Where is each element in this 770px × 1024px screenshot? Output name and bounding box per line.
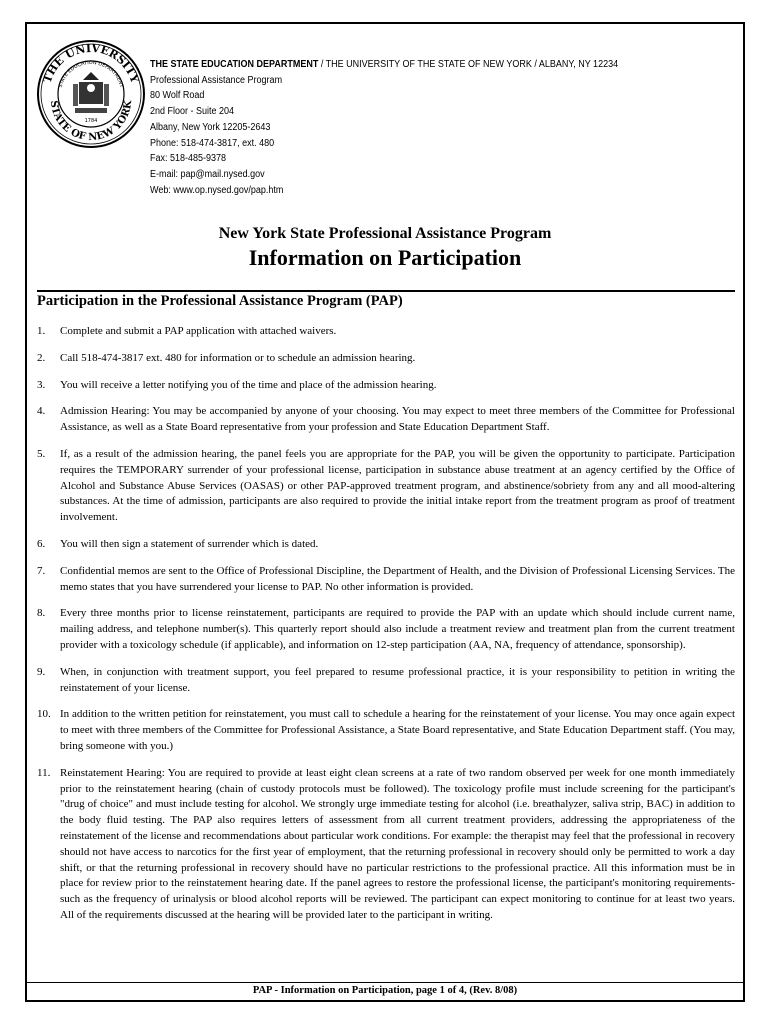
list-item	[37, 378, 735, 394]
street-address: 80 Wolf Road	[150, 90, 205, 102]
item-number: 2.	[37, 351, 46, 364]
program-name: Professional Assistance Program	[150, 74, 283, 86]
letterhead	[150, 57, 618, 198]
letterhead-header	[150, 57, 618, 73]
email: E-mail: pap@mail.nysed.gov	[150, 168, 265, 180]
list-item	[37, 447, 735, 526]
svg-text:STATE EDUCATION DEPARTMENT: STATE EDUCATION DEPARTMENT	[57, 59, 125, 89]
list-item	[37, 324, 735, 340]
item-number: 3.	[37, 378, 46, 391]
document-title: Information on Participation	[248, 245, 522, 270]
item-text: Reinstatement Hearing: You are required to provide at least eight clean screens at a rate of two random observed per week for one month immediately prior to the reinstatement hearing (chain of custody protocols must be followed). The toxicology profile must include screening for the participant's "drug of choice" and must include testing for alcohol. We strongly urge immediate testing for alcohol (i.e. breathalyzer, saliva strip, BAC) in addition to the body fluid testing. The PAP also requires letters of assessment from all current treatment providers, addressing the appropriateness of the reinstatement of the license and recommendations about particular work conditions. For example: the therapist may feel that the professional in recovery should not have access to narcotics for the first year of employment, that the returning professional in recovery should only be permitted to work a day shift, or that the returning professional in recovery should have no particular restrictions to the professional practice. All this information must be in place for review prior to the reinstatement hearing date. If the panel agrees to restore the professional license, the participant's monitoring requirements- such as the frequency of urinalysis or blood alcohol reports will be reviewed. The participant can expect monitoring to continue for at least two years. All of the requirements discussed at the hearing will be provided later to the participant in writing.	[60, 766, 735, 921]
document-subtitle: New York State Professional Assistance Program	[218, 225, 552, 242]
list-item	[37, 606, 735, 653]
item-text: In addition to the written petition for reinstatement, you must call to schedule a hearing for the reinstatement of your license. You may once again expect to meet with three members of the Committee for Professional Assistance, a State Board representative, and State Education Department staff. (You may, bring someone with you.)	[60, 708, 735, 752]
item-text: Admission Hearing: You may be accompanied by anyone of your choosing. You may expect to meet three members of the Committee for Professional Assistance, as well as a State Board representative from your profession and State Education Department Staff.	[60, 405, 735, 434]
item-text: If, as a result of the admission hearing, the panel feels you are appropriate for the PAP, you will be given the opportunity to participate. Participation requires the TEMPORARY surrender of your professional license, participation in substance abuse treatment at an agency certified by the Office of Alcohol and Substance Abuse Services (OASAS) or other PAP-approved treatment program, and abstinence/sobriety from any and all mood-altering substances. At the time of admission, participants are also required to provide the initial intake report from the treatment program as proof of treatment involvement.	[60, 447, 735, 524]
page-footer: PAP - Information on Participation, page 1 of 4, (Rev. 8/08)	[252, 985, 518, 996]
item-text: Complete and submit a PAP application with attached waivers.	[60, 325, 337, 337]
state-seal-logo	[35, 38, 147, 150]
svg-text:1784: 1784	[84, 118, 98, 124]
footer-rule	[25, 982, 745, 983]
phone: Phone: 518-474-3817, ext. 480	[150, 137, 275, 149]
list-item	[37, 537, 735, 553]
item-number: 7.	[37, 564, 46, 577]
item-text: Confidential memos are sent to the Office of Professional Discipline, the Department of Health, and the Division of Professional Licensing Services. The memo states that you have surrendered your license to PAP. No other information is provided.	[60, 564, 735, 593]
website: Web: www.op.nysed.gov/pap.htm	[150, 184, 284, 196]
list-item	[37, 665, 735, 697]
item-text: Every three months prior to license reinstatement, participants are required to provide the PAP with an update which should include current name, mailing address, and telephone number(s). This quarterly report should also include a treatment review and treatment plan from the current treatment provider with a toxicology schedule (if applicable), and information on 12-step participation (AA, NA, frequency of attendance, sponsorship).	[60, 607, 735, 651]
numbered-list	[37, 324, 735, 935]
item-number: 1.	[37, 325, 46, 337]
svg-text:THE UNIVERSITY: THE UNIVERSITY	[40, 41, 142, 85]
list-item	[37, 564, 735, 596]
fax: Fax: 518-485-9378	[150, 153, 227, 165]
item-number: 5.	[37, 447, 46, 460]
item-number: 6.	[37, 537, 46, 550]
suite: 2nd Floor - Suite 204	[150, 106, 235, 118]
item-number: 11.	[37, 766, 51, 779]
svg-text:STATE OF NEW YORK: STATE OF NEW YORK	[47, 99, 135, 144]
department-name: THE STATE EDUCATION DEPARTMENT	[150, 59, 319, 70]
section-rule	[37, 290, 735, 292]
university-address: / THE UNIVERSITY OF THE STATE OF NEW YORK / ALBANY, NY 12234	[318, 59, 619, 70]
list-item	[37, 404, 735, 436]
list-item	[37, 351, 735, 367]
item-number: 4.	[37, 405, 46, 418]
section-heading: Participation in the Professional Assistance Program (PAP)	[37, 293, 403, 309]
item-text: Call 518-474-3817 ext. 480 for information or to schedule an admission hearing.	[60, 351, 416, 364]
item-number: 10.	[37, 708, 51, 721]
item-text: You will receive a letter notifying you of the time and place of the admission hearing.	[60, 378, 437, 391]
list-item	[37, 766, 735, 924]
city-state-zip: Albany, New York 12205-2643	[150, 121, 271, 133]
list-item	[37, 707, 735, 754]
item-text: You will then sign a statement of surrender which is dated.	[60, 537, 319, 550]
item-text: When, in conjunction with treatment support, you feel prepared to resume professional practice, it is your responsibility to petition in writing the reinstatement of your license.	[60, 665, 735, 694]
item-number: 9.	[37, 665, 46, 678]
item-number: 8.	[37, 607, 46, 620]
